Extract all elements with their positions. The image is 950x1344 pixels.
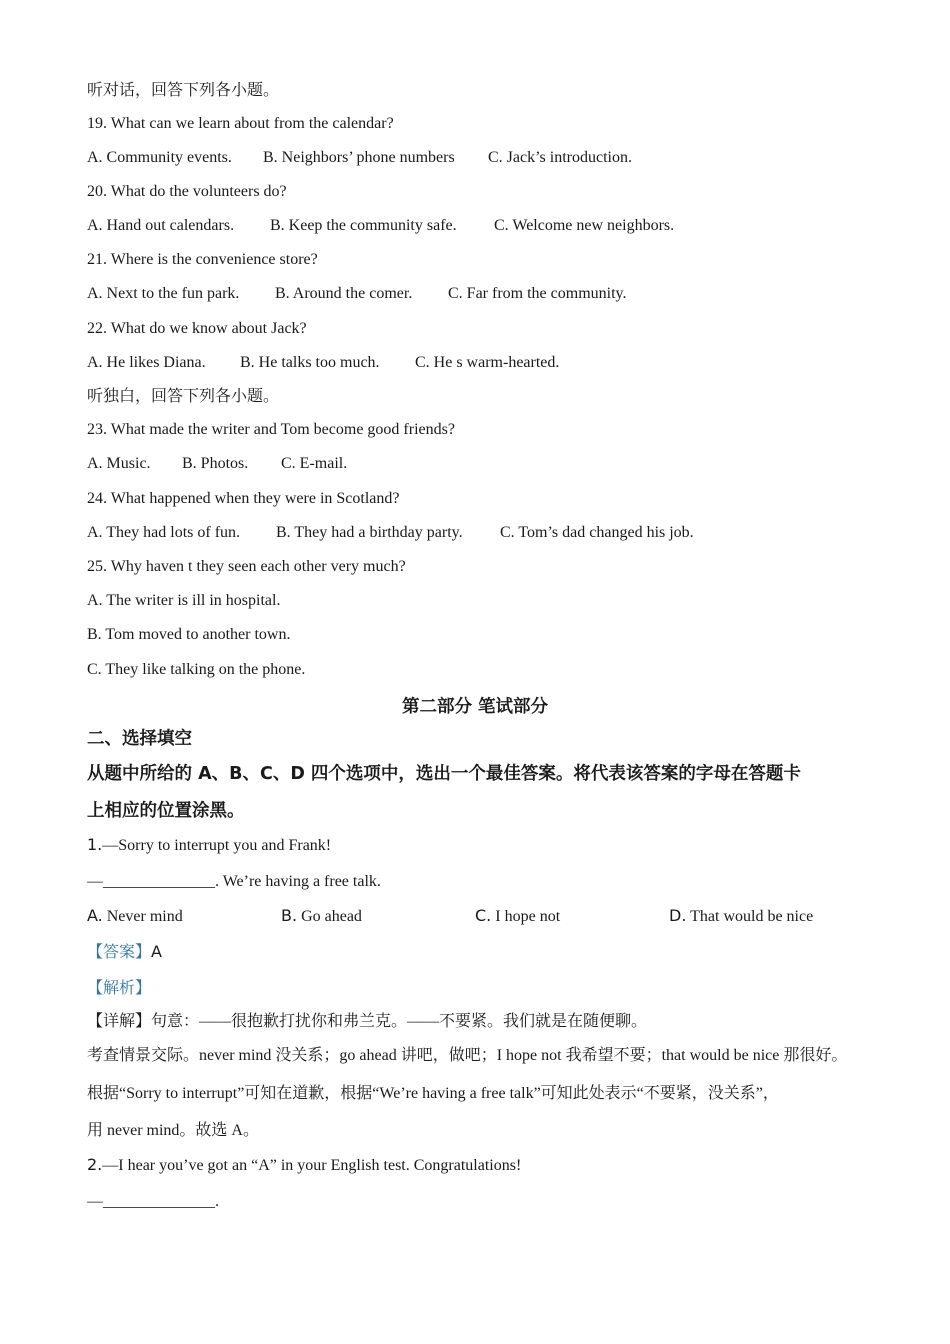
q24-option-c: C. Tom’s dad changed his job. (500, 524, 694, 541)
detail-text: 【详解】句意：——很抱歉打扰你和弗兰克。——不要紧。我们就是在随便聊。 (87, 1013, 648, 1030)
q1-line-1 (87, 835, 331, 856)
q1-option-b (281, 906, 362, 927)
q1-answer (87, 942, 162, 963)
q1-option-d (669, 906, 813, 927)
q1-prompt: —Sorry to interrupt you and Frank! (102, 837, 332, 854)
q1-option-d-letter: D. (669, 906, 687, 925)
q20-option-b: B. Keep the community safe. (270, 217, 457, 234)
q19-option-b: B. Neighbors’ phone numbers (263, 149, 455, 166)
question-20: 20. What do the volunteers do? (87, 183, 287, 200)
q1-option-a-text: Never mind (102, 908, 183, 925)
q24-option-b: B. They had a birthday party. (276, 524, 463, 541)
q25-option-b: B. Tom moved to another town. (87, 626, 291, 643)
q2-number: 2. (87, 1155, 103, 1174)
q1-option-c-text: I hope not (491, 908, 561, 925)
q25-option-c: C. They like talking on the phone. (87, 661, 306, 678)
q2-line-1 (87, 1155, 521, 1176)
q1-option-a-letter: A. (87, 906, 103, 925)
explain-line-1: 考查情景交际。never mind 没关系；go ahead 讲吧，做吧；I hope not 我希望不要；that would be nice 那很好。 (87, 1047, 848, 1064)
section-title: 二、选择填空 (87, 729, 192, 749)
q2-line-2: —______________. (87, 1193, 219, 1210)
q1-line-2: —______________. We’re having a free talk. (87, 873, 381, 890)
explain-line-2: 根据“Sorry to interrupt”可知在道歉，根据“We’re having a free talk”可知此处表示“不要紧，没关系”， (87, 1085, 779, 1102)
question-22: 22. What do we know about Jack? (87, 320, 307, 337)
q23-option-a: A. Music. (87, 455, 151, 472)
q23-option-b: B. Photos. (182, 455, 249, 472)
instruction-line-1: 从题中所给的 A、B、C、D 四个选项中，选出一个最佳答案。将代表该答案的字母在答题卡 (87, 764, 801, 784)
q20-option-c: C. Welcome new neighbors. (494, 217, 675, 234)
q21-option-a: A. Next to the fun park. (87, 285, 240, 302)
q23-option-c: C. E-mail. (281, 455, 348, 472)
q1-number: 1. (87, 835, 103, 854)
q1-option-d-text: That would be nice (686, 908, 814, 925)
explain-line-3: 用 never mind。故选 A。 (87, 1122, 259, 1139)
q1-option-b-text: Go ahead (297, 908, 362, 925)
analysis-label: 【解析】 (87, 980, 152, 997)
q19-option-c: C. Jack’s introduction. (488, 149, 632, 166)
q1-option-c (475, 906, 560, 927)
q22-option-a: A. He likes Diana. (87, 354, 206, 371)
q1-option-c-letter: C. (475, 906, 492, 925)
q1-option-b-letter: B. (281, 906, 298, 925)
q19-option-a: A. Community events. (87, 149, 232, 166)
answer-value: A (151, 942, 162, 961)
q21-option-c: C. Far from the community. (448, 285, 627, 302)
q24-option-a: A. They had lots of fun. (87, 524, 241, 541)
question-24: 24. What happened when they were in Scotland? (87, 490, 400, 507)
part-two-title: 第二部分 笔试部分 (401, 697, 549, 717)
q25-option-a: A. The writer is ill in hospital. (87, 592, 281, 609)
listening-intro-monologue: 听独白，回答下列各小题。 (87, 388, 280, 405)
question-21: 21. Where is the convenience store? (87, 251, 318, 268)
listening-intro-dialogue: 听对话，回答下列各小题。 (87, 82, 280, 99)
question-19: 19. What can we learn about from the calendar? (87, 115, 394, 132)
q20-option-a: A. Hand out calendars. (87, 217, 235, 234)
question-25: 25. Why haven t they seen each other very much? (87, 558, 406, 575)
q1-option-a (87, 906, 183, 927)
q2-prompt: —I hear you’ve got an “A” in your English test. Congratulations! (102, 1157, 522, 1174)
q21-option-b: B. Around the comer. (275, 285, 413, 302)
q22-option-c: C. He s warm-hearted. (415, 354, 560, 371)
question-23: 23. What made the writer and Tom become good friends? (87, 421, 455, 438)
answer-label: 【答案】 (87, 944, 152, 961)
q22-option-b: B. He talks too much. (240, 354, 380, 371)
instruction-line-2: 上相应的位置涂黑。 (87, 801, 245, 821)
